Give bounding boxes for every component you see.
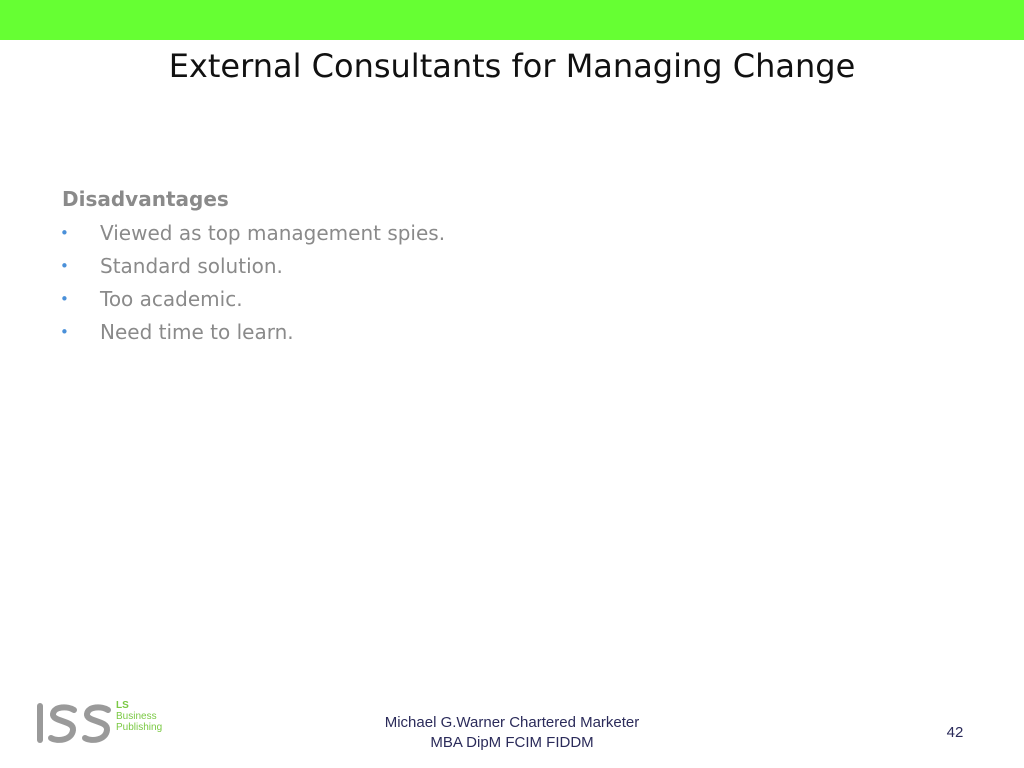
bullet-icon: •	[60, 224, 69, 242]
bullet-icon: •	[60, 290, 69, 308]
bullet-item	[62, 316, 962, 349]
bullet-item	[62, 250, 962, 283]
slide-title: External Consultants for Managing Change	[168, 47, 856, 85]
footer-line-2: MBA DipM FCIM FIDDM	[430, 734, 594, 751]
ls-logo-icon	[36, 700, 114, 748]
bullet-item	[62, 217, 962, 250]
bullet-icon: •	[60, 257, 69, 275]
bullet-list	[62, 217, 962, 349]
logo-text	[116, 700, 162, 733]
logo-ls: LS	[116, 700, 129, 711]
page-number: 42	[946, 724, 964, 741]
bullet-text: Too academic.	[100, 287, 243, 311]
bullet-text: Viewed as top management spies.	[100, 221, 446, 245]
bullet-item	[62, 283, 962, 316]
section-heading: Disadvantages	[62, 187, 229, 211]
logo-business: Business	[116, 711, 157, 722]
slide-content	[62, 184, 962, 349]
logo-publishing: Publishing	[116, 722, 163, 733]
ls-business-publishing-logo	[36, 700, 176, 750]
footer-line-1: Michael G.Warner Chartered Marketer	[384, 714, 640, 731]
bullet-text: Standard solution.	[100, 254, 283, 278]
footer-author	[312, 713, 712, 753]
top-accent-bar	[0, 0, 1024, 40]
bullet-icon: •	[60, 323, 69, 341]
bullet-text: Need time to learn.	[100, 320, 294, 344]
